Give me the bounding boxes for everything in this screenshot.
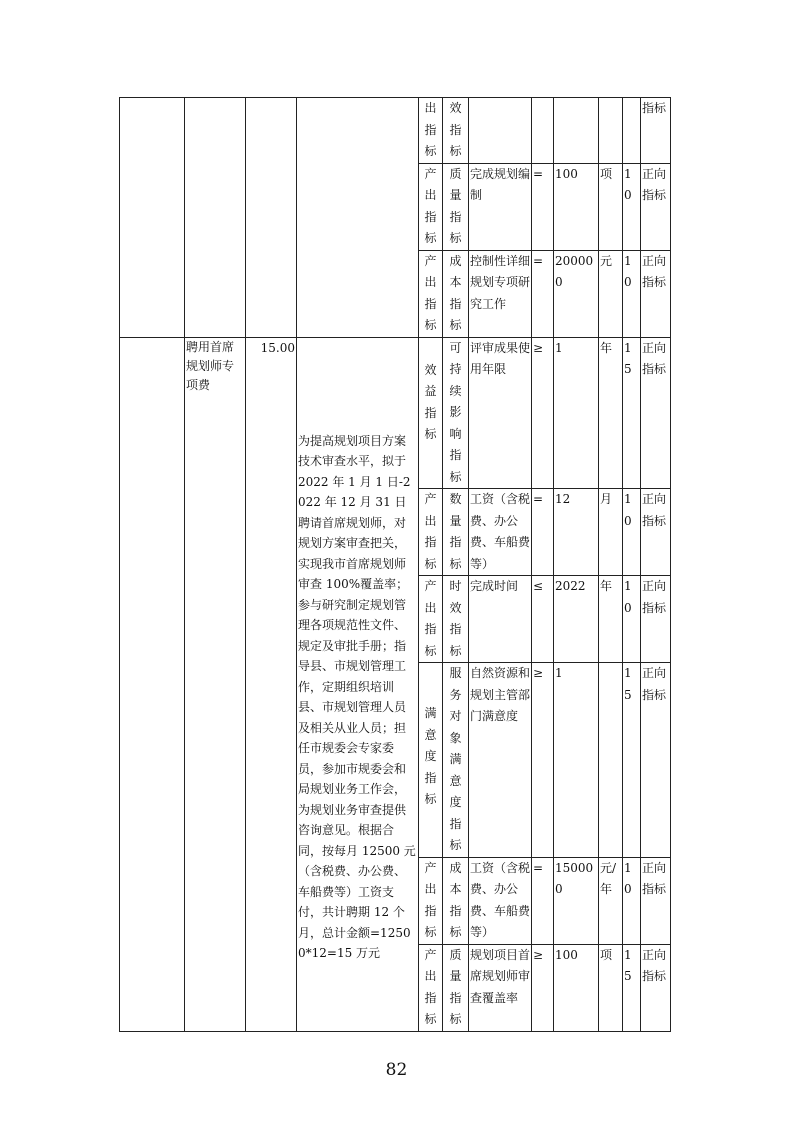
indicator-weight: 10 — [623, 576, 641, 663]
indicator-weight: 10 — [623, 250, 641, 337]
indicator-weight: 10 — [623, 163, 641, 250]
indicator-direction: 指标 — [641, 98, 671, 164]
comparison-operator: = — [532, 489, 554, 576]
indicator-name: 自然资源和规划主管部门满意度 — [469, 663, 532, 858]
indicator-unit: 项 — [599, 163, 623, 250]
performance-indicator-table — [119, 97, 671, 1032]
level2-indicator: 时效指标 — [443, 576, 469, 663]
description-cell — [297, 98, 419, 338]
indicator-value: 1 — [554, 337, 599, 489]
page-number: 82 — [385, 1060, 408, 1080]
comparison-operator: ≥ — [532, 663, 554, 858]
table-row — [120, 98, 671, 164]
indicator-weight — [623, 98, 641, 164]
table-row — [120, 337, 671, 489]
amount-cell — [246, 98, 297, 338]
indicator-direction: 正向指标 — [641, 489, 671, 576]
indicator-direction: 正向指标 — [641, 576, 671, 663]
indicator-value: 12 — [554, 489, 599, 576]
level1-indicator: 产出指标 — [419, 576, 443, 663]
indicator-direction: 正向指标 — [641, 250, 671, 337]
indicator-direction: 正向指标 — [641, 337, 671, 489]
indicator-direction: 正向指标 — [641, 944, 671, 1031]
indicator-value: 150000 — [554, 857, 599, 944]
level1-indicator: 产出指标 — [419, 944, 443, 1031]
indicator-weight: 15 — [623, 663, 641, 858]
indicator-direction: 正向指标 — [641, 857, 671, 944]
indicator-unit: 年 — [599, 576, 623, 663]
comparison-operator: ≥ — [532, 944, 554, 1031]
project-description: 为提高规划项目方案技术审查水平，拟于 2022 年 1 月 1 日-2022 年 12 月 31 日聘请首席规划师，对规划方案审查把关，实现我市首席规划师审查 100%覆盖率；参与研究制定规划管理各项规范性文件、规定及审批手册；指导县、市规划管理工作，定期组织培训县、市规划管理人员及相关从业人员；担任市规委会专家委员，参加市规委会和局规划业务工作会，为规划业务审查提供咨询意见。根据合同，按每月 12500 元（含税费、办公费、车船费等）工资支付，共计聘期 12 个月，总计金额=12500*12=15 万元 — [298, 433, 416, 960]
comparison-operator: = — [532, 857, 554, 944]
indicator-unit: 年 — [599, 337, 623, 489]
indicator-unit — [599, 98, 623, 164]
indicator-value: 1 — [554, 663, 599, 858]
project-amount: 15.00 — [246, 337, 297, 1031]
indicator-name: 工资（含税费、办公费、车船费等） — [469, 489, 532, 576]
project-name: 聘用首席规划师专项费 — [185, 337, 246, 1031]
indicator-unit: 项 — [599, 944, 623, 1031]
indicator-value: 100 — [554, 944, 599, 1031]
indicator-weight: 15 — [623, 337, 641, 489]
indicator-name: 规划项目首席规划师审查覆盖率 — [469, 944, 532, 1031]
indicator-unit — [599, 663, 623, 858]
indicator-name: 工资（含税费、办公费、车船费等） — [469, 857, 532, 944]
indicator-name: 控制性详细规划专项研究工作 — [469, 250, 532, 337]
level2-indicator: 效指标 — [443, 98, 469, 164]
level2-indicator: 成本指标 — [443, 857, 469, 944]
level1-indicator: 效益指标 — [419, 337, 443, 489]
indicator-unit: 元/年 — [599, 857, 623, 944]
level1-indicator: 满意度指标 — [419, 663, 443, 858]
level2-indicator: 数量指标 — [443, 489, 469, 576]
level2-indicator: 服务对象满意度指标 — [443, 663, 469, 858]
level1-indicator: 产出指标 — [419, 489, 443, 576]
indicator-name — [469, 98, 532, 164]
indicator-value: 100 — [554, 163, 599, 250]
indicator-value: 2022 — [554, 576, 599, 663]
project-name-cell — [185, 98, 246, 338]
indicator-direction: 正向指标 — [641, 163, 671, 250]
comparison-operator: = — [532, 163, 554, 250]
level2-indicator: 成本指标 — [443, 250, 469, 337]
indicator-unit: 月 — [599, 489, 623, 576]
level1-indicator: 产出指标 — [419, 857, 443, 944]
indicator-name: 评审成果使用年限 — [469, 337, 532, 489]
indicator-name: 完成规划编制 — [469, 163, 532, 250]
indicator-value — [554, 98, 599, 164]
category-cell — [120, 337, 185, 1031]
comparison-operator — [532, 98, 554, 164]
indicator-direction: 正向指标 — [641, 663, 671, 858]
level2-indicator: 质量指标 — [443, 944, 469, 1031]
comparison-operator: ≤ — [532, 576, 554, 663]
indicator-name: 完成时间 — [469, 576, 532, 663]
comparison-operator: ≥ — [532, 337, 554, 489]
indicator-value: 200000 — [554, 250, 599, 337]
level1-indicator: 产出指标 — [419, 250, 443, 337]
indicator-weight: 15 — [623, 944, 641, 1031]
level1-indicator: 出指标 — [419, 98, 443, 164]
project-description-cell — [297, 337, 419, 1031]
level1-indicator: 产出指标 — [419, 163, 443, 250]
indicator-weight: 10 — [623, 857, 641, 944]
category-cell — [120, 98, 185, 338]
level2-indicator: 质量指标 — [443, 163, 469, 250]
indicator-unit: 元 — [599, 250, 623, 337]
level2-indicator: 可持续影响指标 — [443, 337, 469, 489]
comparison-operator: = — [532, 250, 554, 337]
indicator-weight: 10 — [623, 489, 641, 576]
